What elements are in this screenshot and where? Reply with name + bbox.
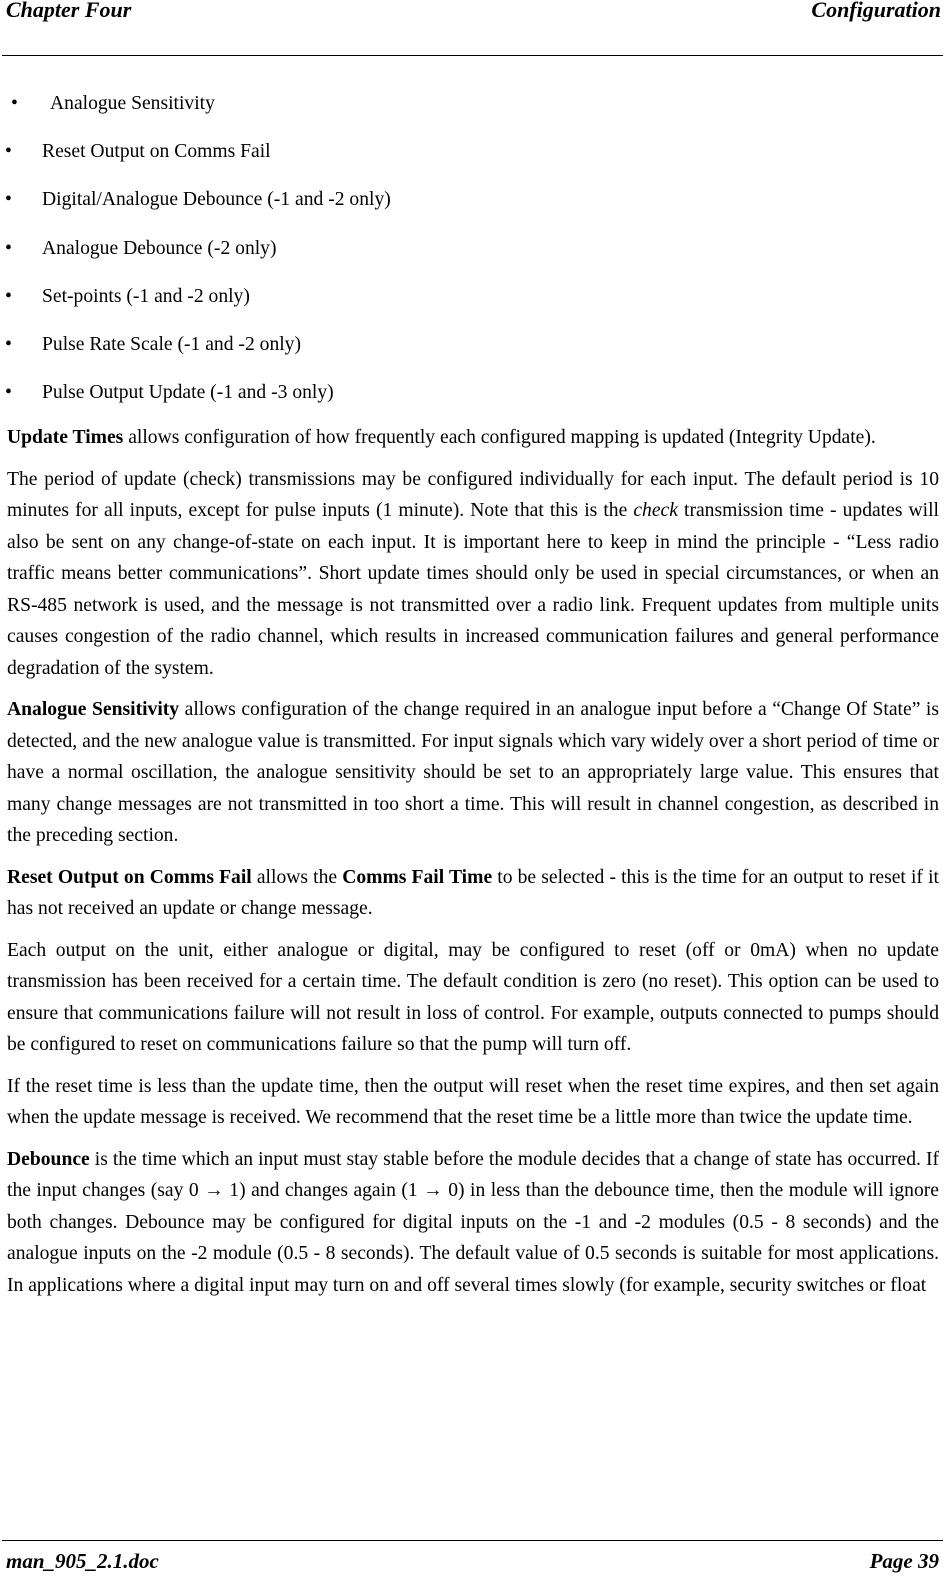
term-reset-output: Reset Output on Comms Fail [7,866,252,888]
bullet-icon: • [5,189,12,211]
debounce-paragraph: Debounce is the time which an input must stay stable before the module decides that a change of state has occurred. If the input changes (say 0 → 1) and changes again (1 → 0) in less than the debounce time, then the module will ignore both changes. Debounce may be configured for digital inputs on the -1 and -2 modules (0.5 - 8 seconds) and the analogue inputs on the -2 module (0.5 - 8 seconds). The default value of 0.5 seconds is suitable for most applications. In applications where a digital input may turn on and off several times slowly (for example, security switches or float [7,1148,939,1296]
list-item [7,182,939,230]
chapter-title: Chapter Four [6,0,132,22]
bullet-icon: • [5,382,12,404]
emphasis-check: check [633,500,678,522]
bullet-icon: • [5,285,12,307]
analogue-sensitivity-paragraph: Analogue Sensitivity allows configuration of the change required in an analogue input before a “Change Of State” is detected, and the new analogue value is transmitted. For input signals which vary widely over a short period of time or have a normal oscillation, the analogue sensitivity should be set to an appropriately large value. This ensures that many change messages are not transmitted in too short a time. This will result in channel congestion, as described in the preceding section. [7,699,939,847]
list-item-text: Pulse Output Update (-1 and -3 only) [42,382,334,404]
bullet-icon: • [11,93,18,114]
update-times-paragraph: Update Times allows configuration of how frequently each configured mapping is updated (Integrity Update). [7,427,876,449]
header-rule [2,55,943,56]
bullet-list [7,86,939,423]
page-body [7,86,939,1311]
page-footer [0,1544,951,1580]
list-item-text: Pulse Rate Scale (-1 and -2 only) [42,333,302,355]
bullet-icon: • [5,237,12,259]
list-item [7,86,939,134]
term-debounce: Debounce [7,1148,90,1170]
page-header [0,0,951,58]
list-item [7,279,939,327]
list-item [7,231,939,279]
bullet-icon: • [5,333,12,355]
list-item-text: Digital/Analogue Debounce (-1 and -2 only) [42,189,391,211]
bullet-icon: • [5,141,12,163]
page-number: Page 39 [869,1549,939,1573]
list-item-text: Analogue Debounce (-2 only) [42,237,277,259]
term-analogue-sensitivity: Analogue Sensitivity [7,699,180,721]
reset-output-paragraph: Reset Output on Comms Fail allows the Comms Fail Time to be selected - this is the time for an output to reset if it has not received an update or change message. [7,866,939,920]
document-filename: man_905_2.1.doc [6,1549,159,1573]
update-period-paragraph: The period of update (check) transmissions may be configured individually for each input. The default period is 10 minutes for all inputs, except for pulse inputs (1 minute). Note that this is the check transmission time - updates will also be sent on any change-of-state on each input. It is important here to keep in mind the principle - “Less radio traffic means better communications”. Short update times should only be used in special circumstances, or when an RS-485 network is used, and the message is not transmitted over a radio link. Frequent updates from multiple units causes congestion of the radio channel, which results in increased communication failures and general performance degradation of the system. [7,468,939,679]
list-item [7,375,939,423]
list-item-text: Reset Output on Comms Fail [42,141,271,163]
term-update-times: Update Times [7,427,124,449]
output-reset-paragraph: Each output on the unit, either analogue or digital, may be configured to reset (off or 0mA) when no update transmission has been received for a certain time. The default condition is zero (no reset). This option can be used to ensure that communications failure will not result in loss of control. For example, outputs connected to pumps should be configured to reset on communications failure so that the pump will turn off. [7,939,939,1056]
term-comms-fail-time: Comms Fail Time [342,866,493,888]
list-item-text: Set-points (-1 and -2 only) [42,285,250,307]
section-title: Configuration [811,0,941,22]
list-item-text: Analogue Sensitivity [50,93,215,114]
list-item [7,134,939,182]
reset-time-paragraph: If the reset time is less than the update time, then the output will reset when the reset time expires, and then set again when the update message is received. We recommend that the reset time be a little more than twice the update time. [7,1075,939,1129]
footer-rule [2,1540,943,1541]
list-item [7,327,939,375]
